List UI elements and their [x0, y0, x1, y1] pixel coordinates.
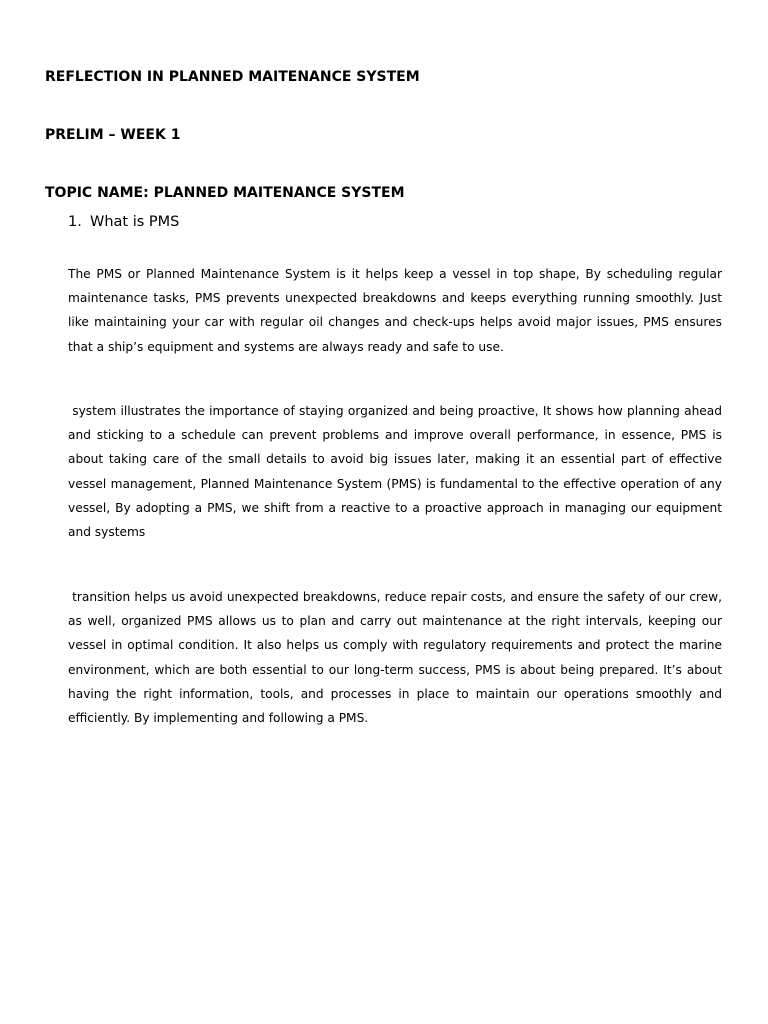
- paragraph-system-importance: system illustrates the importance of staying organized and being proactive, It shows how planning ahead and sticking to a schedule can prevent problems and improve overall performance, in essence, PMS is about taking care of the small details to avoid big issues later, making it an essential part of effective vessel management, Planned Maintenance System (PMS) is fundamental to the effective operation of any vessel, By adopting a PMS, we shift from a reactive to a proactive approach in managing our equipment and systems: [68, 404, 722, 540]
- week-heading: PRELIM – WEEK 1: [45, 127, 181, 143]
- list-item: [68, 212, 179, 232]
- paragraph-what-is-pms: The PMS or Planned Maintenance System is it helps keep a vessel in top shape, By scheduling regular maintenance tasks, PMS prevents unexpected breakdowns and keeps everything running smoothly. Just like maintaining your car with regular oil changes and check-ups helps avoid major issues, PMS ensures that a ship’s equipment and systems are always ready and safe to use.: [68, 267, 722, 354]
- list-item-text: What is PMS: [90, 214, 180, 230]
- list-item-number: 1.: [68, 214, 82, 230]
- topic-heading: TOPIC NAME: PLANNED MAITENANCE SYSTEM: [45, 185, 405, 201]
- document-title: REFLECTION IN PLANNED MAITENANCE SYSTEM: [45, 69, 420, 85]
- paragraph-transition-benefits: transition helps us avoid unexpected breakdowns, reduce repair costs, and ensure the safety of our crew, as well, organized PMS allows us to plan and carry out maintenance at the right intervals, keeping our vessel in optimal condition. It also helps us comply with regulatory requirements and protect the marine environment, which are both essential to our long-term success, PMS is about being prepared. It’s about having the right information, tools, and processes in place to maintain our operations smoothly and efficiently. By implementing and following a PMS.: [68, 590, 722, 726]
